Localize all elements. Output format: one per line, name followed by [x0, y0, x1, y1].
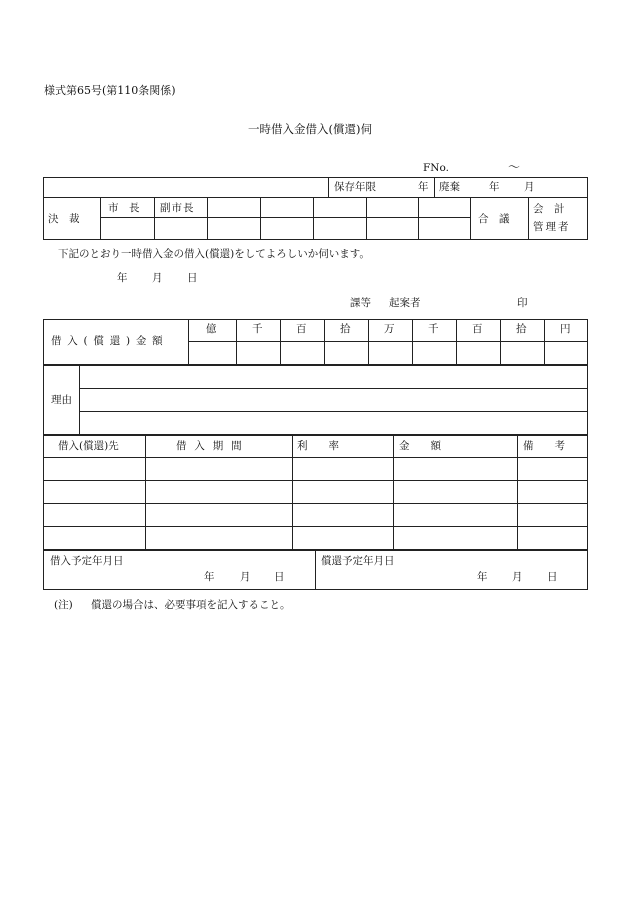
repay-date-label: 償還予定年月日 — [321, 555, 395, 567]
section-label: 課等 — [350, 297, 371, 309]
accounting-label-line2: 管理者 — [533, 221, 571, 233]
stamp-column-divider — [260, 197, 261, 240]
vice-mayor-label: 副市長 — [160, 202, 195, 214]
council-label: 合 議 — [478, 213, 510, 225]
stamp-column-divider — [418, 197, 419, 240]
request-date-year: 年 — [117, 272, 128, 284]
note-label: (注) — [54, 599, 73, 611]
note-text: 償還の場合は、必要事項を記入すること。 — [91, 599, 291, 611]
request-statement: 下記のとおり一時借入金の借入(償還)をしてよろしいか伺います。 — [58, 248, 370, 260]
amount-unit-hundred-man: 百 — [296, 323, 307, 335]
request-date-day: 日 — [187, 272, 198, 284]
amount-digit-divider — [324, 319, 325, 365]
disposal-month: 月 — [524, 181, 535, 193]
stamp-column-divider — [528, 197, 529, 240]
drafter-label: 起案者 — [389, 297, 421, 309]
detail-row-divider — [43, 457, 588, 458]
borrow-date-year: 年 — [204, 571, 215, 583]
detail-column-divider — [517, 435, 518, 550]
repay-date-month: 月 — [512, 571, 523, 583]
amount-unit-hundred: 百 — [472, 323, 483, 335]
schedule-divider — [315, 550, 316, 590]
amount-unit-ten-man: 拾 — [340, 323, 351, 335]
header-remarks: 備 考 — [523, 440, 565, 452]
amount-unit-thousand: 千 — [428, 323, 439, 335]
mayor-label: 市 長 — [108, 202, 140, 214]
document-title: 一時借入金借入(償還)伺 — [248, 122, 372, 136]
disposal-divider — [434, 177, 435, 197]
detail-row-divider — [43, 480, 588, 481]
amount-unit-thousand-man: 千 — [252, 323, 263, 335]
borrow-date-month: 月 — [240, 571, 251, 583]
amount-digit-divider — [236, 319, 237, 365]
reason-frame — [43, 365, 588, 435]
reason-label-divider — [79, 365, 80, 435]
detail-column-divider — [292, 435, 293, 550]
amount-unit-ten: 拾 — [516, 323, 527, 335]
repay-date-day: 日 — [547, 571, 558, 583]
reason-line — [79, 411, 588, 412]
disposal-year: 年 — [489, 181, 500, 193]
detail-frame — [43, 435, 588, 550]
file-number-label: FNo. — [423, 162, 449, 174]
amount-digit-divider — [412, 319, 413, 365]
amount-digit-divider — [500, 319, 501, 365]
amount-header-divider — [188, 341, 588, 342]
amount-label-divider — [188, 319, 189, 365]
detail-row-divider — [43, 503, 588, 504]
retention-unit: 年 — [418, 181, 429, 193]
detail-row-divider — [43, 526, 588, 527]
repay-date-year: 年 — [477, 571, 488, 583]
header-rate-text: 利 率 — [297, 440, 339, 452]
retention-divider — [328, 177, 329, 197]
borrow-date-label: 借入予定年月日 — [50, 555, 124, 567]
borrow-date-day: 日 — [274, 571, 285, 583]
amount-digit-divider — [280, 319, 281, 365]
reason-line — [79, 388, 588, 389]
stamp-column-divider — [366, 197, 367, 240]
form-number: 様式第65号(第110条関係) — [44, 84, 176, 97]
stamp-column-divider — [100, 197, 101, 240]
amount-unit-oku: 億 — [206, 323, 217, 335]
header-rate — [297, 441, 387, 452]
detail-column-divider — [393, 435, 394, 550]
amount-unit-man: 万 — [384, 323, 395, 335]
file-number-separator: 〜 — [508, 160, 521, 174]
amount-digit-divider — [544, 319, 545, 365]
amount-digit-divider — [368, 319, 369, 365]
decision-label: 決 裁 — [48, 213, 80, 225]
header-lender: 借入(償還)先 — [58, 440, 119, 452]
amount-digit-divider — [456, 319, 457, 365]
detail-column-divider — [145, 435, 146, 550]
reason-label: 理由 — [51, 394, 72, 406]
seal-label: 印 — [517, 297, 528, 309]
request-date-month: 月 — [152, 272, 163, 284]
header-amount: 金 額 — [399, 440, 441, 452]
disposal-label: 廃棄 — [439, 181, 460, 193]
stamp-row-divider — [100, 217, 470, 218]
amount-label: 借入(償還)金額 — [51, 335, 169, 347]
accounting-label-line1: 会 計 — [533, 203, 565, 215]
approval-divider — [43, 197, 588, 198]
header-period: 借入期間 — [176, 440, 250, 452]
stamp-column-divider — [207, 197, 208, 240]
stamp-column-divider — [154, 197, 155, 240]
retention-label: 保存年限 — [334, 181, 376, 193]
stamp-column-divider — [313, 197, 314, 240]
amount-unit-yen: 円 — [560, 323, 571, 335]
stamp-column-divider — [470, 197, 471, 240]
